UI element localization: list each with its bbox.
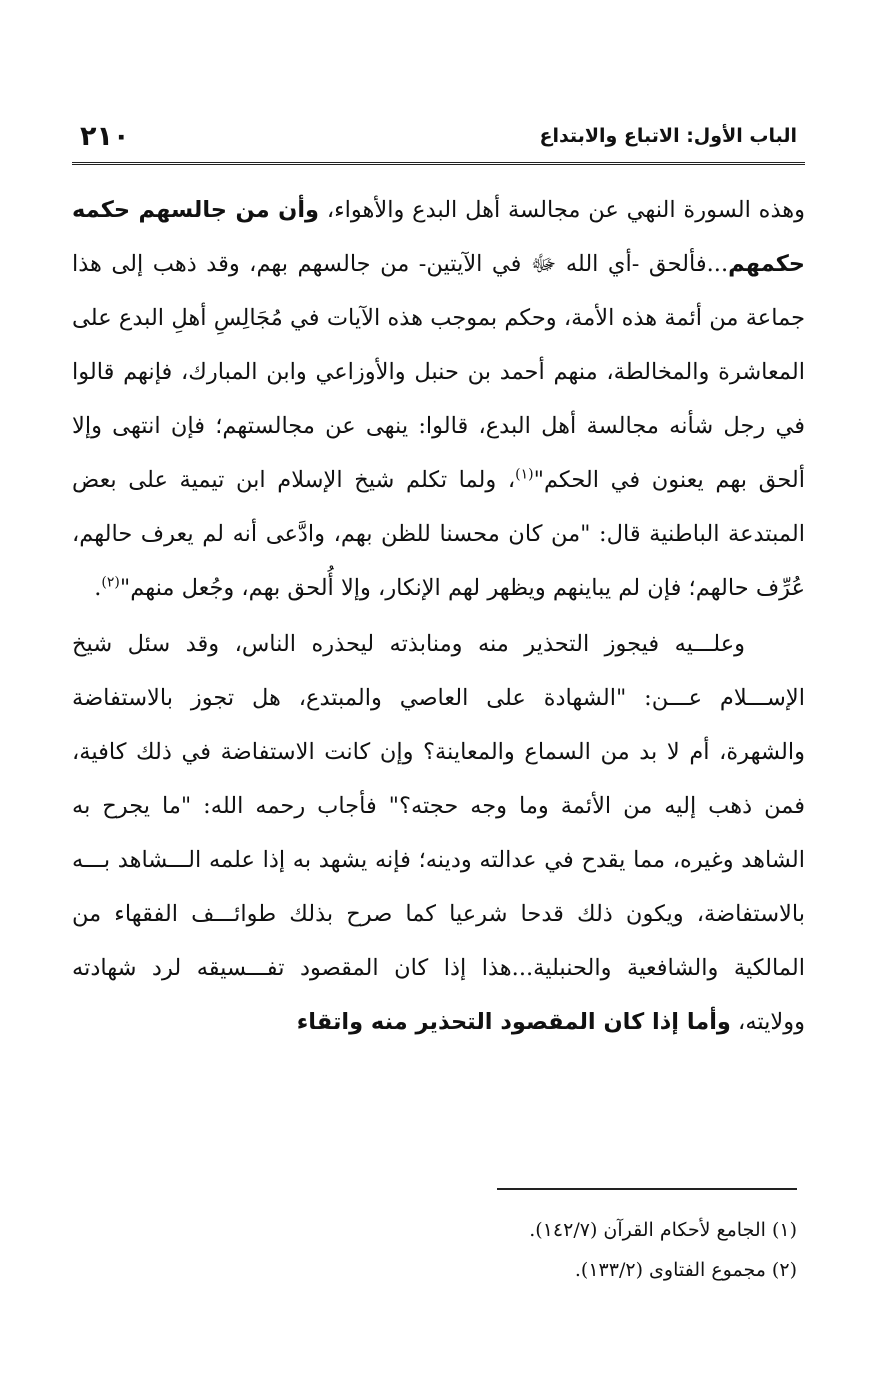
book-page [72,110,805,1310]
footnote-2: (٢) مجموع الفتاوى (١٣٣/٢). [574,1259,797,1281]
page-header [72,110,805,165]
p2-bold-phrase: وأما إذا كان المقصود التحذير منه واتقاء [296,1009,731,1035]
p1-bold-phrase: وأن من جالسهم حكمه حكمهم [72,197,805,277]
page-number: ٢١٠ [80,120,130,152]
footnotes [72,1210,797,1290]
p1-text-b: ...فألحق -أي الله ﷻ في الآيتين- من جالسهم بهم، وقد ذهب إلى هذا جماعة من أئمة هذه الأمة، وحكم بموجب هذه الآيات في مُجَالِسِ أهلِ البدع على المعاشرة والمخالطة، منهم أحمد بن حنبل والأوزاعي وابن المبارك، فإنهم قالوا في رجل شأنه مجالسة أهل البدع، قالوا: ينهى عن مجالستهم؛ فإن انتهى وإلا ألحق بهم يعنون في الحكم" [72,251,805,493]
paragraph-1 [72,183,805,615]
main-text [72,183,805,1049]
p1-text-a: وهذه السورة النهي عن مجالسة أهل البدع والأهواء، [319,197,805,223]
paragraph-2 [72,617,805,1049]
footnote-divider [497,1188,797,1190]
footnote-1: (١) الجامع لأحكام القرآن (١٤٢/٧). [529,1219,797,1241]
p1-text-c: ، ولما تكلم شيخ الإسلام ابن تيمية على بعض المبتدعة الباطنية قال: "من كان محسنا للظن بهم، وادَّعى أنه لم يعرف حالهم، عُرِّف حالهم؛ فإن لم يباينهم ويظهر لهم الإنكار، وإلا أُلحق بهم، وجُعل منهم" [72,467,805,601]
footnote-ref-2: (٢) [101,574,120,591]
footnote-ref-1: (١) [515,466,534,483]
p2-text-a: وعلـــيه فيجوز التحذير منه ومنابذته ليحذره الناس، وقد سئل شيخ الإســـلام عـــن: "الشهادة على العاصي والمبتدع، هل تجوز بالاستفاضة والشهرة، أم لا بد من السماع والمعاينة؟ وإن كانت الاستفاضة في ذلك كافية، فمن ذهب إليه من الأئمة وما وجه حجته؟" فأجاب رحمه الله: "ما يجرح به الشاهد وغيره، مما يقدح في عدالته ودينه؛ فإنه يشهد به إذا علمه الـــشاهد بـــه بالاستفاضة، ويكون ذلك قدحا شرعيا كما صرح بذلك طوائـــف الفقهاء من المالكية والشافعية والحنبلية...هذا إذا كان المقصود تفـــسيقه لرد شهادته وولايته، [72,631,805,1035]
running-title: الباب الأول: الاتباع والابتداع [539,125,797,147]
p1-end: . [94,575,102,601]
